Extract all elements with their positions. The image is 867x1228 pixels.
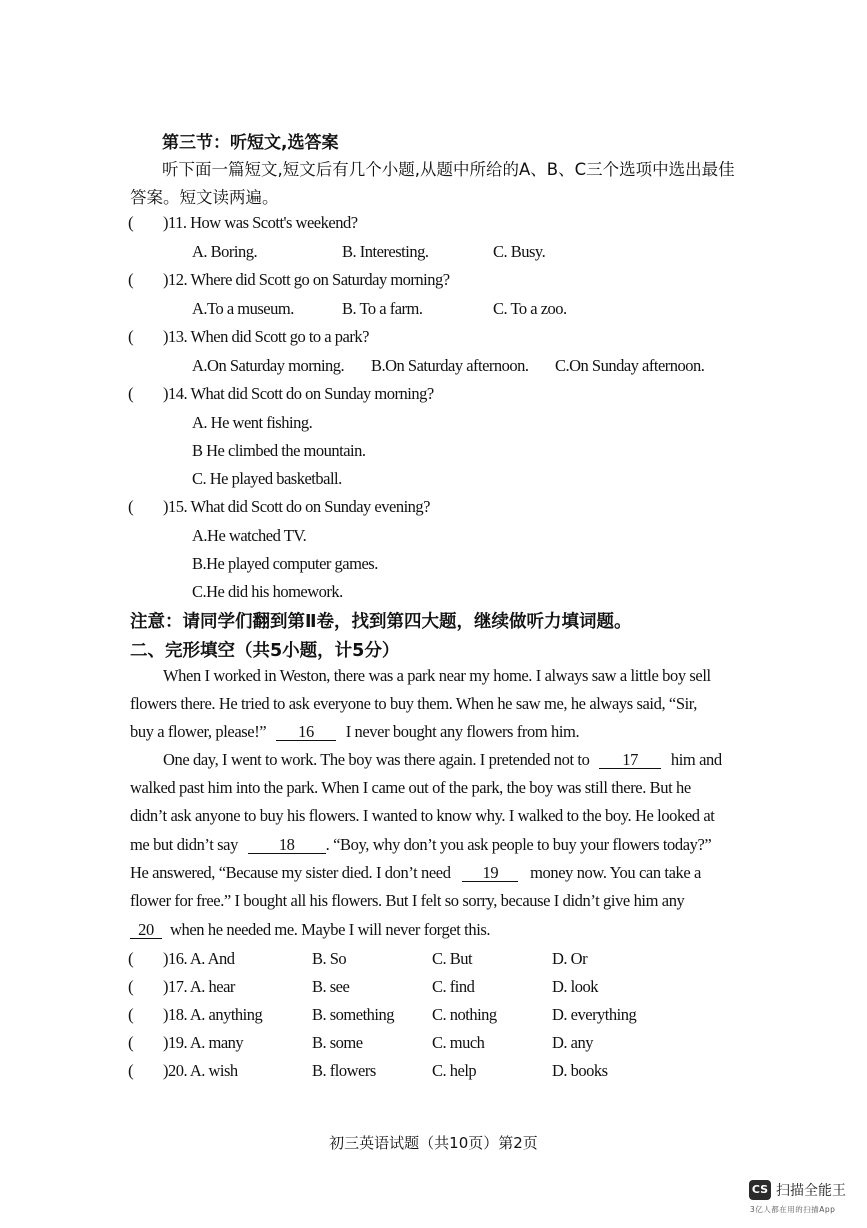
q20-option-b: B. flowers — [312, 1061, 376, 1080]
q19-option-c: C. much — [432, 1033, 485, 1052]
q18-option-d: D. everything — [552, 1005, 637, 1024]
q13-option-b: B.On Saturday afternoon. — [371, 356, 529, 375]
blank-16: 16 — [276, 723, 336, 741]
q17-option-b: B. see — [312, 977, 350, 996]
q11-option-b: B. Interesting. — [342, 242, 429, 261]
q11-option-a: A. Boring. — [192, 242, 258, 261]
section-title: 第三节：听短文,选答案 — [162, 133, 339, 153]
q20-option-c: C. help — [432, 1061, 477, 1080]
answer-paren: ( — [128, 1033, 134, 1052]
q12-option-a: A.To a museum. — [192, 299, 294, 318]
answer-paren: ( — [128, 270, 134, 289]
question-19: )19. A. many — [163, 1033, 244, 1052]
blank-19: 19 — [462, 864, 518, 882]
blank-18: 18 — [248, 836, 326, 854]
answer-paren: ( — [128, 949, 134, 968]
q16-option-c: C. But — [432, 949, 473, 968]
scanner-app-name: 扫描全能王 — [776, 1183, 846, 1199]
q12-option-b: B. To a farm. — [342, 299, 423, 318]
section-instruction-line2: 答案。短文读两遍。 — [130, 188, 279, 207]
notice: 注意：请同学们翻到第Ⅱ卷，找到第四大题，继续做听力填词题。 — [130, 612, 632, 632]
q13-option-c: C.On Sunday afternoon. — [555, 356, 705, 375]
q11-option-c: C. Busy. — [493, 242, 546, 261]
q15-option-c: C.He did his homework. — [192, 582, 343, 601]
question-14: )14. What did Scott do on Sunday morning? — [163, 384, 434, 403]
q14-option-a: A. He went fishing. — [192, 413, 313, 432]
question-18: )18. A. anything — [163, 1005, 263, 1024]
q13-option-a: A.On Saturday morning. — [192, 356, 345, 375]
q19-option-b: B. some — [312, 1033, 363, 1052]
q16-option-d: D. Or — [552, 949, 588, 968]
answer-paren: ( — [128, 1061, 134, 1080]
passage-line: me but didn’t say 18 . “Boy, why don’t you ask people to buy your flowers today?” — [130, 835, 712, 854]
q17-option-d: D. look — [552, 977, 598, 996]
page-footer: 初三英语试题（共10页）第2页 — [329, 1134, 538, 1152]
q14-option-b: B He climbed the mountain. — [192, 441, 366, 460]
question-11: )11. How was Scott's weekend? — [163, 213, 358, 232]
answer-paren: ( — [128, 1005, 134, 1024]
blank-20: 20 — [130, 921, 162, 939]
passage-line: He answered, “Because my sister died. I don’t need 19 money now. You can take a — [130, 863, 701, 882]
passage-line: When I worked in Weston, there was a park near my home. I always saw a little boy sell — [163, 666, 711, 685]
passage-line: flowers there. He tried to ask everyone to buy them. When he saw me, he always said, “Sir, — [130, 694, 697, 713]
question-12: )12. Where did Scott go on Saturday morning? — [163, 270, 450, 289]
passage-line: 20 when he needed me. Maybe I will never forget this. — [130, 920, 490, 940]
question-20: )20. A. wish — [163, 1061, 238, 1080]
q18-option-b: B. something — [312, 1005, 395, 1024]
answer-paren: ( — [128, 384, 134, 403]
scanner-logo-icon: CS — [749, 1180, 771, 1200]
section-instruction-line1: 听下面一篇短文,短文后有几个小题,从题中所给的A、B、C三个选项中选出最佳 — [162, 160, 735, 179]
passage-line: flower for free.” I bought all his flowers. But I felt so sorry, because I didn’t give him any — [130, 891, 685, 910]
blank-17: 17 — [599, 751, 661, 769]
q15-option-b: B.He played computer games. — [192, 554, 378, 573]
passage-line: buy a flower, please!” 16 I never bought any flowers from him. — [130, 722, 580, 741]
q15-option-a: A.He watched TV. — [192, 526, 307, 545]
answer-paren: ( — [128, 327, 134, 346]
q18-option-c: C. nothing — [432, 1005, 497, 1024]
question-13: )13. When did Scott go to a park? — [163, 327, 369, 346]
passage-line: didn’t ask anyone to buy his flowers. I wanted to know why. I walked to the boy. He looked at — [130, 806, 715, 825]
question-17: )17. A. hear — [163, 977, 235, 996]
answer-paren: ( — [128, 977, 134, 996]
q16-option-b: B. So — [312, 949, 347, 968]
question-15: )15. What did Scott do on Sunday evening? — [163, 497, 430, 516]
answer-paren: ( — [128, 213, 134, 232]
q19-option-d: D. any — [552, 1033, 593, 1052]
passage-line: One day, I went to work. The boy was there again. I pretended not to 17 him and — [163, 750, 722, 769]
scanner-tagline: 3亿人都在用的扫描App — [750, 1205, 836, 1214]
question-16: )16. A. And — [163, 949, 235, 968]
q20-option-d: D. books — [552, 1061, 608, 1080]
q17-option-c: C. find — [432, 977, 475, 996]
q14-option-c: C. He played basketball. — [192, 469, 342, 488]
q12-option-c: C. To a zoo. — [493, 299, 567, 318]
answer-paren: ( — [128, 497, 134, 516]
part2-title: 二、完形填空（共5小题，计5分） — [130, 641, 400, 661]
passage-line: walked past him into the park. When I came out of the park, the boy was still there. But he — [130, 778, 691, 797]
